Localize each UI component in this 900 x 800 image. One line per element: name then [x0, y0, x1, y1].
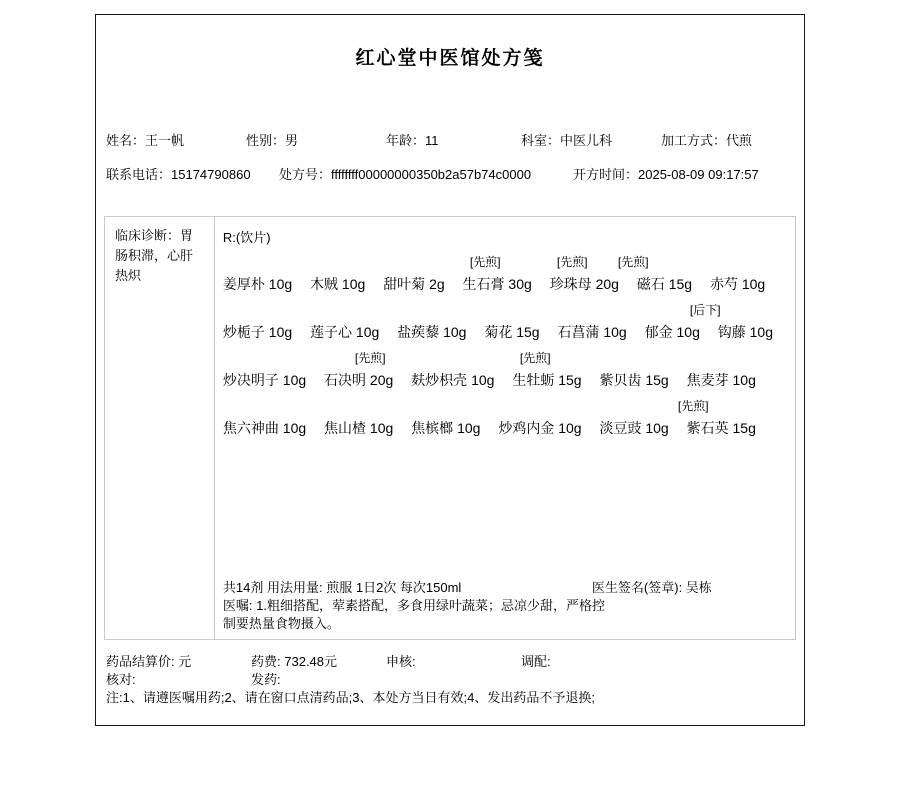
drug-fee	[251, 651, 337, 670]
diagnosis-label: 临床诊断：	[115, 228, 181, 243]
herb-row	[223, 269, 787, 299]
herb-item: 菊花 15g	[484, 324, 540, 340]
field-processing-label: 加工方式：	[661, 133, 727, 148]
field-rx-time-value: 2025-08-09 09:17:57	[638, 167, 759, 182]
field-name-value: 王一帆	[145, 133, 185, 148]
decoction-tag: [先煎]	[677, 399, 709, 413]
decoction-tag: [先煎]	[617, 255, 649, 269]
issue-label: 发药:	[251, 672, 281, 687]
decoction-tag: [先煎]	[519, 351, 551, 365]
herb-item: 石菖蒲 10g	[557, 324, 627, 340]
herb-group	[223, 395, 787, 443]
field-gender-value: 男	[285, 133, 299, 148]
decoction-tag: [先煎]	[354, 351, 386, 365]
herb-group	[223, 347, 787, 395]
herb-item: 生牡蛎 15g	[512, 372, 582, 388]
issue-field	[251, 669, 281, 688]
field-age	[386, 130, 439, 149]
herb-item: 珍珠母 20g	[549, 276, 619, 292]
field-rx-number	[279, 164, 531, 183]
herb-item: 麸炒枳壳 10g	[411, 372, 495, 388]
field-phone	[106, 164, 251, 183]
herb-item: 炒栀子 10g	[222, 324, 293, 340]
rx-header: R:(饮片)	[222, 230, 271, 245]
herb-item: 磁石 15g	[636, 276, 693, 292]
herb-item: 淡豆豉 10g	[599, 420, 669, 436]
field-name-label: 姓名：	[106, 133, 146, 148]
tag-row	[223, 299, 787, 317]
herb-item: 木贼 10g	[310, 276, 366, 292]
herb-item: 甜叶菊 2g	[383, 276, 445, 292]
tag-row	[223, 395, 787, 413]
usage-line	[223, 577, 787, 597]
field-rx-time	[573, 164, 759, 183]
diagnosis-value: 胃肠积滞，心肝热炽	[115, 228, 194, 284]
field-phone-label: 联系电话：	[106, 167, 172, 182]
herb-item: 郁金 10g	[644, 324, 700, 340]
field-rx-time-label: 开方时间：	[573, 167, 639, 182]
field-age-label: 年龄：	[386, 133, 426, 148]
page-title: 红心堂中医馆处方笺	[355, 48, 545, 69]
herb-row	[223, 365, 787, 395]
footer-note: 注:1、请遵医嘱用药;2、请在窗口点清药品;3、本处方当日有效;4、发出药品不予退换;	[106, 690, 595, 705]
field-name	[106, 130, 184, 149]
field-department-value: 中医儿科	[560, 133, 613, 148]
herb-item: 炒鸡内金 10g	[498, 420, 582, 436]
herb-group	[223, 251, 787, 299]
field-department	[521, 130, 612, 149]
herb-item: 莲子心 10g	[310, 324, 380, 340]
tag-row	[223, 251, 787, 269]
settle-price-value: 元	[178, 654, 192, 669]
review-label: 申核:	[386, 654, 416, 669]
field-rx-number-label: 处方号：	[279, 167, 332, 182]
total-doses: 共14剂	[222, 580, 264, 596]
prescription-sheet	[95, 14, 805, 726]
field-rx-number-value: ffffffff00000000350b2a57b74c0000	[331, 167, 532, 182]
herb-item: 紫石英 15g	[686, 420, 756, 436]
dispense-label: 调配:	[521, 654, 551, 669]
herb-item: 焦槟榔 10g	[411, 420, 481, 436]
usage-block	[223, 577, 787, 633]
field-gender-label: 性别：	[246, 133, 286, 148]
herb-item: 石决明 20g	[324, 372, 394, 388]
herb-item: 钩藤 10g	[717, 324, 773, 340]
herb-item: 焦山楂 10g	[324, 420, 394, 436]
tag-row	[223, 347, 787, 365]
prescription-table	[104, 216, 796, 640]
herb-item: 姜厚朴 10g	[222, 276, 293, 292]
field-department-label: 科室：	[521, 133, 561, 148]
dispense-field	[521, 651, 551, 670]
herb-row	[223, 413, 787, 443]
herb-item: 赤芍 10g	[709, 276, 766, 292]
medical-advice: 医嘱: 1.粗细搭配，荤素搭配，多食用绿叶蔬菜；忌凉少甜，严格控制要热量食物摄入。	[222, 598, 605, 632]
field-age-value: 11	[425, 133, 439, 148]
herbs-cell	[215, 217, 795, 639]
settle-price	[106, 651, 191, 670]
review-field	[386, 651, 416, 670]
decoction-tag: [先煎]	[556, 255, 588, 269]
herb-group	[223, 299, 787, 347]
field-processing	[661, 130, 752, 149]
herb-item: 生石膏 30g	[462, 276, 532, 292]
herb-item: 紫贝齿 15g	[599, 372, 669, 388]
decoction-tag: [后下]	[689, 303, 721, 317]
field-gender	[246, 130, 298, 149]
field-phone-value: 15174790860	[171, 167, 251, 182]
herb-item: 焦麦芽 10g	[686, 372, 756, 388]
herb-item: 炒决明子 10g	[222, 372, 307, 388]
field-processing-value: 代煎	[726, 133, 753, 148]
drug-fee-value: 732.48元	[284, 654, 338, 669]
check-field	[106, 669, 136, 688]
settle-price-label: 药品结算价:	[106, 654, 175, 669]
herb-item: 焦六神曲 10g	[222, 420, 307, 436]
diagnosis-cell	[105, 217, 215, 639]
decoction-tag: [先煎]	[469, 255, 501, 269]
check-label: 核对:	[106, 672, 136, 687]
drug-fee-label: 药费:	[251, 654, 281, 669]
usage-text: 用法用量: 煎服 1日2次 每次150ml	[267, 580, 462, 596]
doctor-signature: 医生签名(签章): 吴栋	[591, 580, 712, 596]
herb-row	[223, 317, 787, 347]
herb-item: 盐蒺藜 10g	[397, 324, 467, 340]
